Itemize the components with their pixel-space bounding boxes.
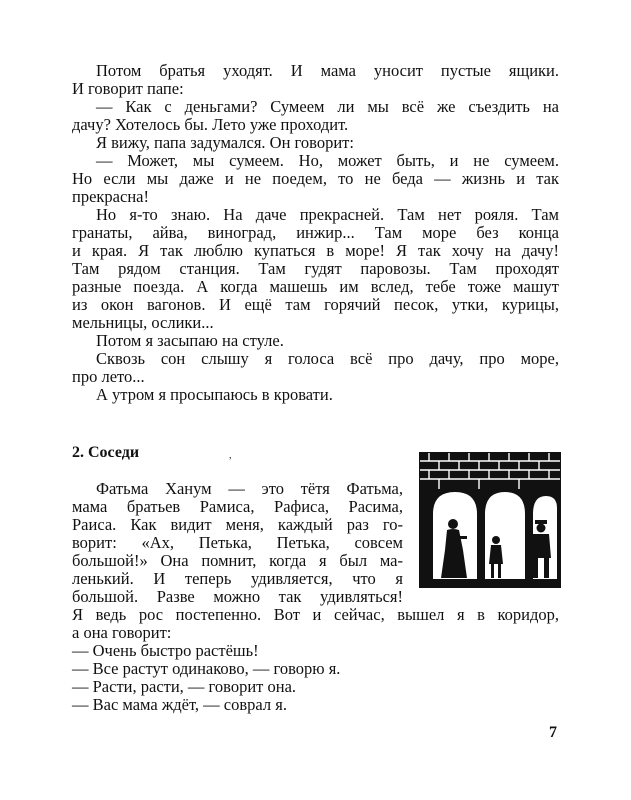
text-line: Там рядом станция. Там гудят паровозы. Там проходят	[72, 259, 559, 278]
text-line: — Может, мы сумеем. Но, может быть, и не сумеем.	[96, 151, 559, 170]
text-line: Но я-то знаю. На даче прекрасней. Там нет рояля. Там	[96, 205, 559, 224]
text-line: мельницы, ослики...	[72, 313, 214, 332]
text-line: прекрасна!	[72, 187, 149, 206]
text-line: Я ведь рос постепенно. Вот и сейчас, вышел я в коридор,	[72, 605, 559, 624]
text-line: большой!» Она помнит, когда я был ма-	[72, 551, 403, 570]
text-line: И говорит папе:	[72, 79, 184, 98]
text-line: ленький. И теперь удивляется, что я	[72, 569, 403, 588]
section-heading: 2. Соседи	[72, 444, 140, 461]
text-line: Фатьма Ханум — это тётя Фатьма,	[96, 479, 403, 498]
text-line: гранаты, айва, виноград, инжир... Там море без конца	[72, 223, 559, 242]
text-line: Я вижу, папа задумался. Он говорит:	[96, 133, 354, 152]
text-line: и края. Я так люблю купаться в море! Я так хочу на дачу!	[72, 241, 559, 260]
text-line: большой. Разве можно так удивляться!	[72, 587, 403, 606]
text-line: дачу? Хотелось бы. Лето уже проходит.	[72, 115, 349, 134]
text-line: — Очень быстро растёшь!	[72, 641, 259, 660]
text-line: про лето...	[72, 367, 145, 386]
text-line: Раиса. Как видит меня, каждый раз го-	[72, 515, 403, 534]
text-line: А утром я просыпаюсь в кровати.	[96, 385, 333, 404]
text-line: разные поезда. А когда машешь им вслед, тебе тоже машут	[72, 277, 559, 296]
text-line: Но если мы даже и не поедем, то не беда — жизнь и так	[72, 169, 559, 188]
text-line: Сквозь сон слышу я голоса всё про дачу, про море,	[96, 349, 559, 368]
page-number: 7	[549, 724, 557, 741]
text-line: мама братьев Рамиса, Рафиса, Расима,	[72, 497, 403, 516]
text-line: — Все растут одинаково, — говорю я.	[72, 659, 341, 678]
text-line: а она говорит:	[72, 623, 172, 642]
text-line: Потом я засыпаю на стуле.	[96, 331, 284, 350]
text-line: — Вас мама ждёт, — соврал я.	[72, 695, 287, 714]
text-line: из окон вагонов. И ещё там горячий песок, утки, курицы,	[72, 295, 559, 314]
text-line: ворит: «Ах, Петька, Петька, совсем	[72, 533, 403, 552]
text-line: — Расти, расти, — говорит она.	[72, 677, 297, 696]
text-line: Потом братья уходят. И мама уносит пустые ящики.	[96, 61, 559, 80]
text-line: — Как с деньгами? Сумеем ли мы всё же съездить на	[96, 97, 559, 116]
arcade-illustration	[419, 452, 561, 588]
stray-mark: ,	[229, 450, 232, 461]
